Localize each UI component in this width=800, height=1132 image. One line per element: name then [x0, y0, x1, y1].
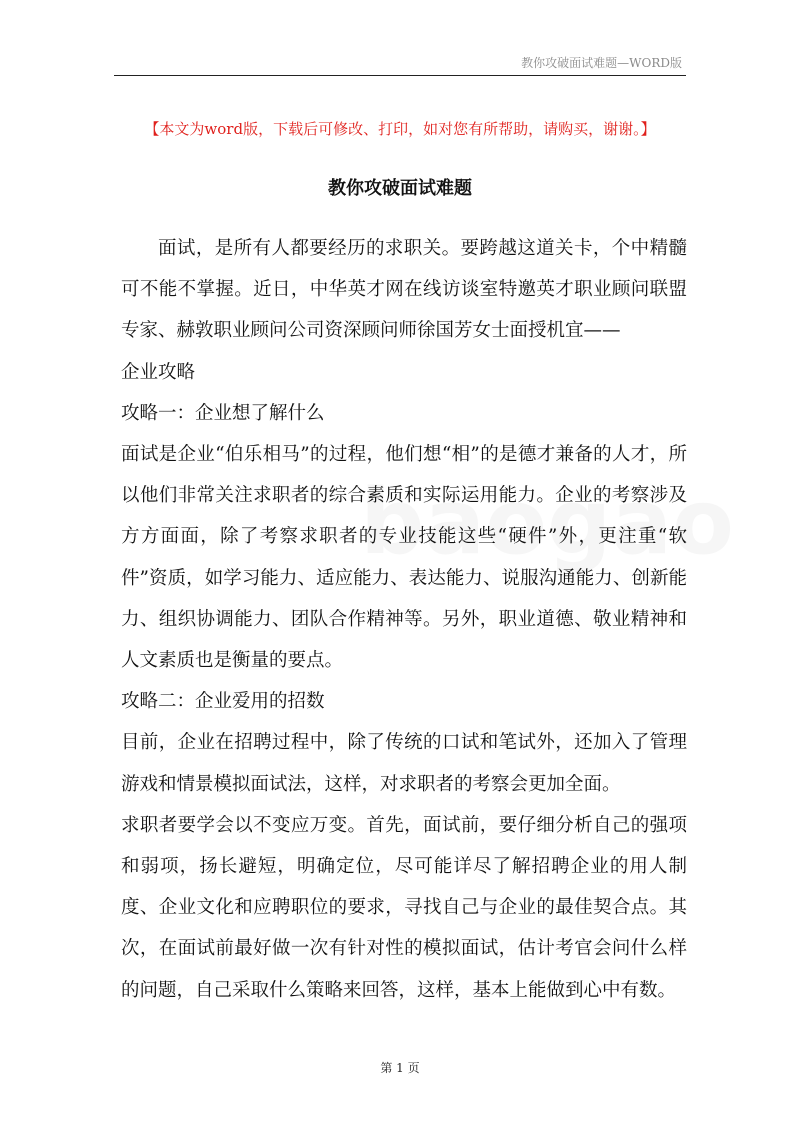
section-heading: 企业攻略: [121, 361, 196, 383]
page-number: 第 1 页: [380, 1061, 420, 1075]
header-divider: [114, 75, 686, 76]
purchase-notice: 【本文为word版，下载后可修改、打印，如对您有所帮助，请购买，谢谢。】: [144, 120, 656, 138]
header-doc-label: 教你攻破面试难题—WORD版: [521, 56, 682, 70]
subsection-heading: 攻略一：企业想了解什么: [121, 402, 325, 424]
intro-paragraph: 面试，是所有人都要经历的求职关。要跨越这道关卡，个中精髓可不能不掌握。近日，中华英才网在线访谈室特邀英才职业顾问联盟专家、赫敦职业顾问公司资深顾问师徐国芳女士面授机宜——: [121, 238, 687, 342]
document-title: 教你攻破面试难题: [328, 178, 472, 199]
document-body: [121, 228, 687, 1011]
body-paragraph: 求职者要学会以不变应万变。首先，面试前，要仔细分析自己的强项和弱项，扬长避短，明确定位，尽可能详尽了解招聘企业的用人制度、企业文化和应聘职位的要求，寻找自己与企业的最佳契合点。其次，在面试前最好做一次有针对性的模拟面试，估计考官会问什么样的问题，自己采取什么策略来回答，这样，基本上能做到心中有数。: [121, 814, 687, 1001]
subsection-heading: 攻略二：企业爱用的招数: [121, 691, 325, 713]
body-paragraph: 面试是企业“伯乐相马”的过程，他们想“相”的是德才兼备的人才，所以他们非常关注求职者的综合素质和实际运用能力。企业的考察涉及方方面面，除了考察求职者的专业技能这些“硬件”外，更注重“软件”资质，如学习能力、适应能力、表达能力、说服沟通能力、创新能力、组织协调能力、团队合作精神等。另外，职业道德、敬业精神和人文素质也是衡量的要点。: [121, 444, 687, 672]
body-paragraph: 目前，企业在招聘过程中，除了传统的口试和笔试外，还加入了管理游戏和情景模拟面试法，这样，对求职者的考察会更加全面。: [121, 732, 687, 795]
